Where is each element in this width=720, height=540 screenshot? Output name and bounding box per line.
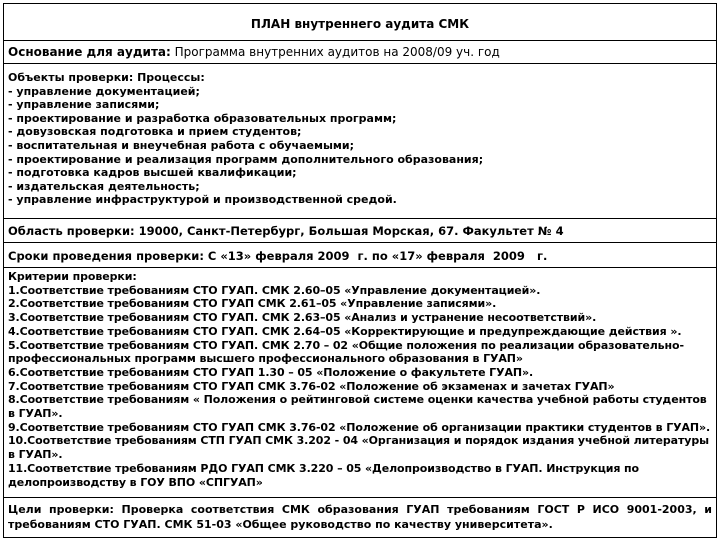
audit-dates: Сроки проведения проверки: С «13» февраля 2009 г. по «17» февраля 2009 г.	[4, 243, 716, 268]
criteria-line: в ГУАП».	[8, 407, 63, 421]
objects-item: - управление документацией;	[8, 84, 200, 98]
criteria-line: делопроизводству в ГОУ ВПО «СПГУАП»	[8, 475, 263, 489]
criteria-line: 8.Соответствие требованиям « Положения о рейтинговой системе оценки качества учебной работы студентов	[8, 393, 707, 407]
audit-goals: Цели проверки: Проверка соответствия СМК образования ГУАП требованиям ГОСТ Р ИСО 9001-2003, и требованиям СТО ГУАП. СМК 51-03 «Общее руководство по качеству университета».	[8, 503, 712, 531]
audit-criteria	[4, 268, 716, 498]
criteria-line: 5.Соответствие требованиям СТО ГУАП. СМК 2.70 – 02 «Общие положения по реализации образовательно-	[8, 338, 684, 352]
criteria-line: 2.Соответствие требованиям СТО ГУАП СМК 2.61–05 «Управление записями».	[8, 297, 497, 311]
criteria-line: профессиональных программ высшего профессионального образования в ГУАП»	[8, 352, 523, 366]
objects-item: - проектирование и разработка образовательных программ;	[8, 111, 397, 125]
criteria-line: 1.Соответствие требованиям СТО ГУАП. СМК 2.60–05 «Управление документацией».	[8, 283, 541, 297]
criteria-line: в ГУАП».	[8, 448, 63, 462]
objects-item: - воспитательная и внеучебная работа с обучаемыми;	[8, 138, 355, 152]
objects-heading: Объекты проверки: Процессы:	[8, 71, 205, 84]
criteria-line: 11.Соответствие требованиям РДО ГУАП СМК 3.220 – 05 «Делопроизводство в ГУАП. Инструкция по	[8, 461, 640, 475]
objects-item: - управление инфраструктурой и производственной средой.	[8, 193, 397, 207]
criteria-line: 3.Соответствие требованиям СТО ГУАП. СМК 2.63–05 «Анализ и устранение несоответствий».	[8, 311, 597, 325]
objects-item: - проектирование и реализация программ дополнительного образования;	[8, 152, 484, 166]
criteria-line: 7.Соответствие требованиям СТО ГУАП СМК 3.76-02 «Положение об экзаменах и зачетах ГУАП»	[8, 379, 615, 393]
audit-basis	[4, 41, 716, 64]
audit-basis-value: Программа внутренних аудитов на 2008/09 уч. год	[174, 45, 500, 59]
audit-basis-label: Основание для аудита:	[8, 45, 171, 59]
objects-item: - издательская деятельность;	[8, 179, 200, 193]
criteria-line: 9.Соответствие требованиям СТО ГУАП СМК 3.76-02 «Положение об организации практики студентов в ГУАП».	[8, 420, 711, 434]
objects-item: - подготовка кадров высшей квалификации;	[8, 166, 297, 180]
objects-item: - управление записями;	[8, 98, 160, 112]
criteria-line: 10.Соответствие требованиям СТП ГУАП СМК 3.202 - 04 «Организация и порядок издания учебной литературы	[8, 434, 709, 448]
page-title: ПЛАН внутреннего аудита СМК	[4, 4, 716, 41]
criteria-heading: Критерии проверки:	[8, 270, 137, 283]
criteria-line: 6.Соответствие требованиям СТО ГУАП 1.30 – 05 «Положение о факультете ГУАП».	[8, 365, 534, 379]
criteria-line: 4.Соответствие требованиям СТО ГУАП. СМК 2.64–05 «Корректирующие и предупреждающие действия ».	[8, 324, 682, 338]
objects-item: - довузовская подготовка и прием студентов;	[8, 125, 302, 139]
audit-objects	[4, 64, 716, 219]
audit-area: Область проверки: 19000, Санкт-Петербург, Большая Морская, 67. Факультет № 4	[4, 219, 716, 243]
audit-plan-table	[3, 3, 717, 538]
